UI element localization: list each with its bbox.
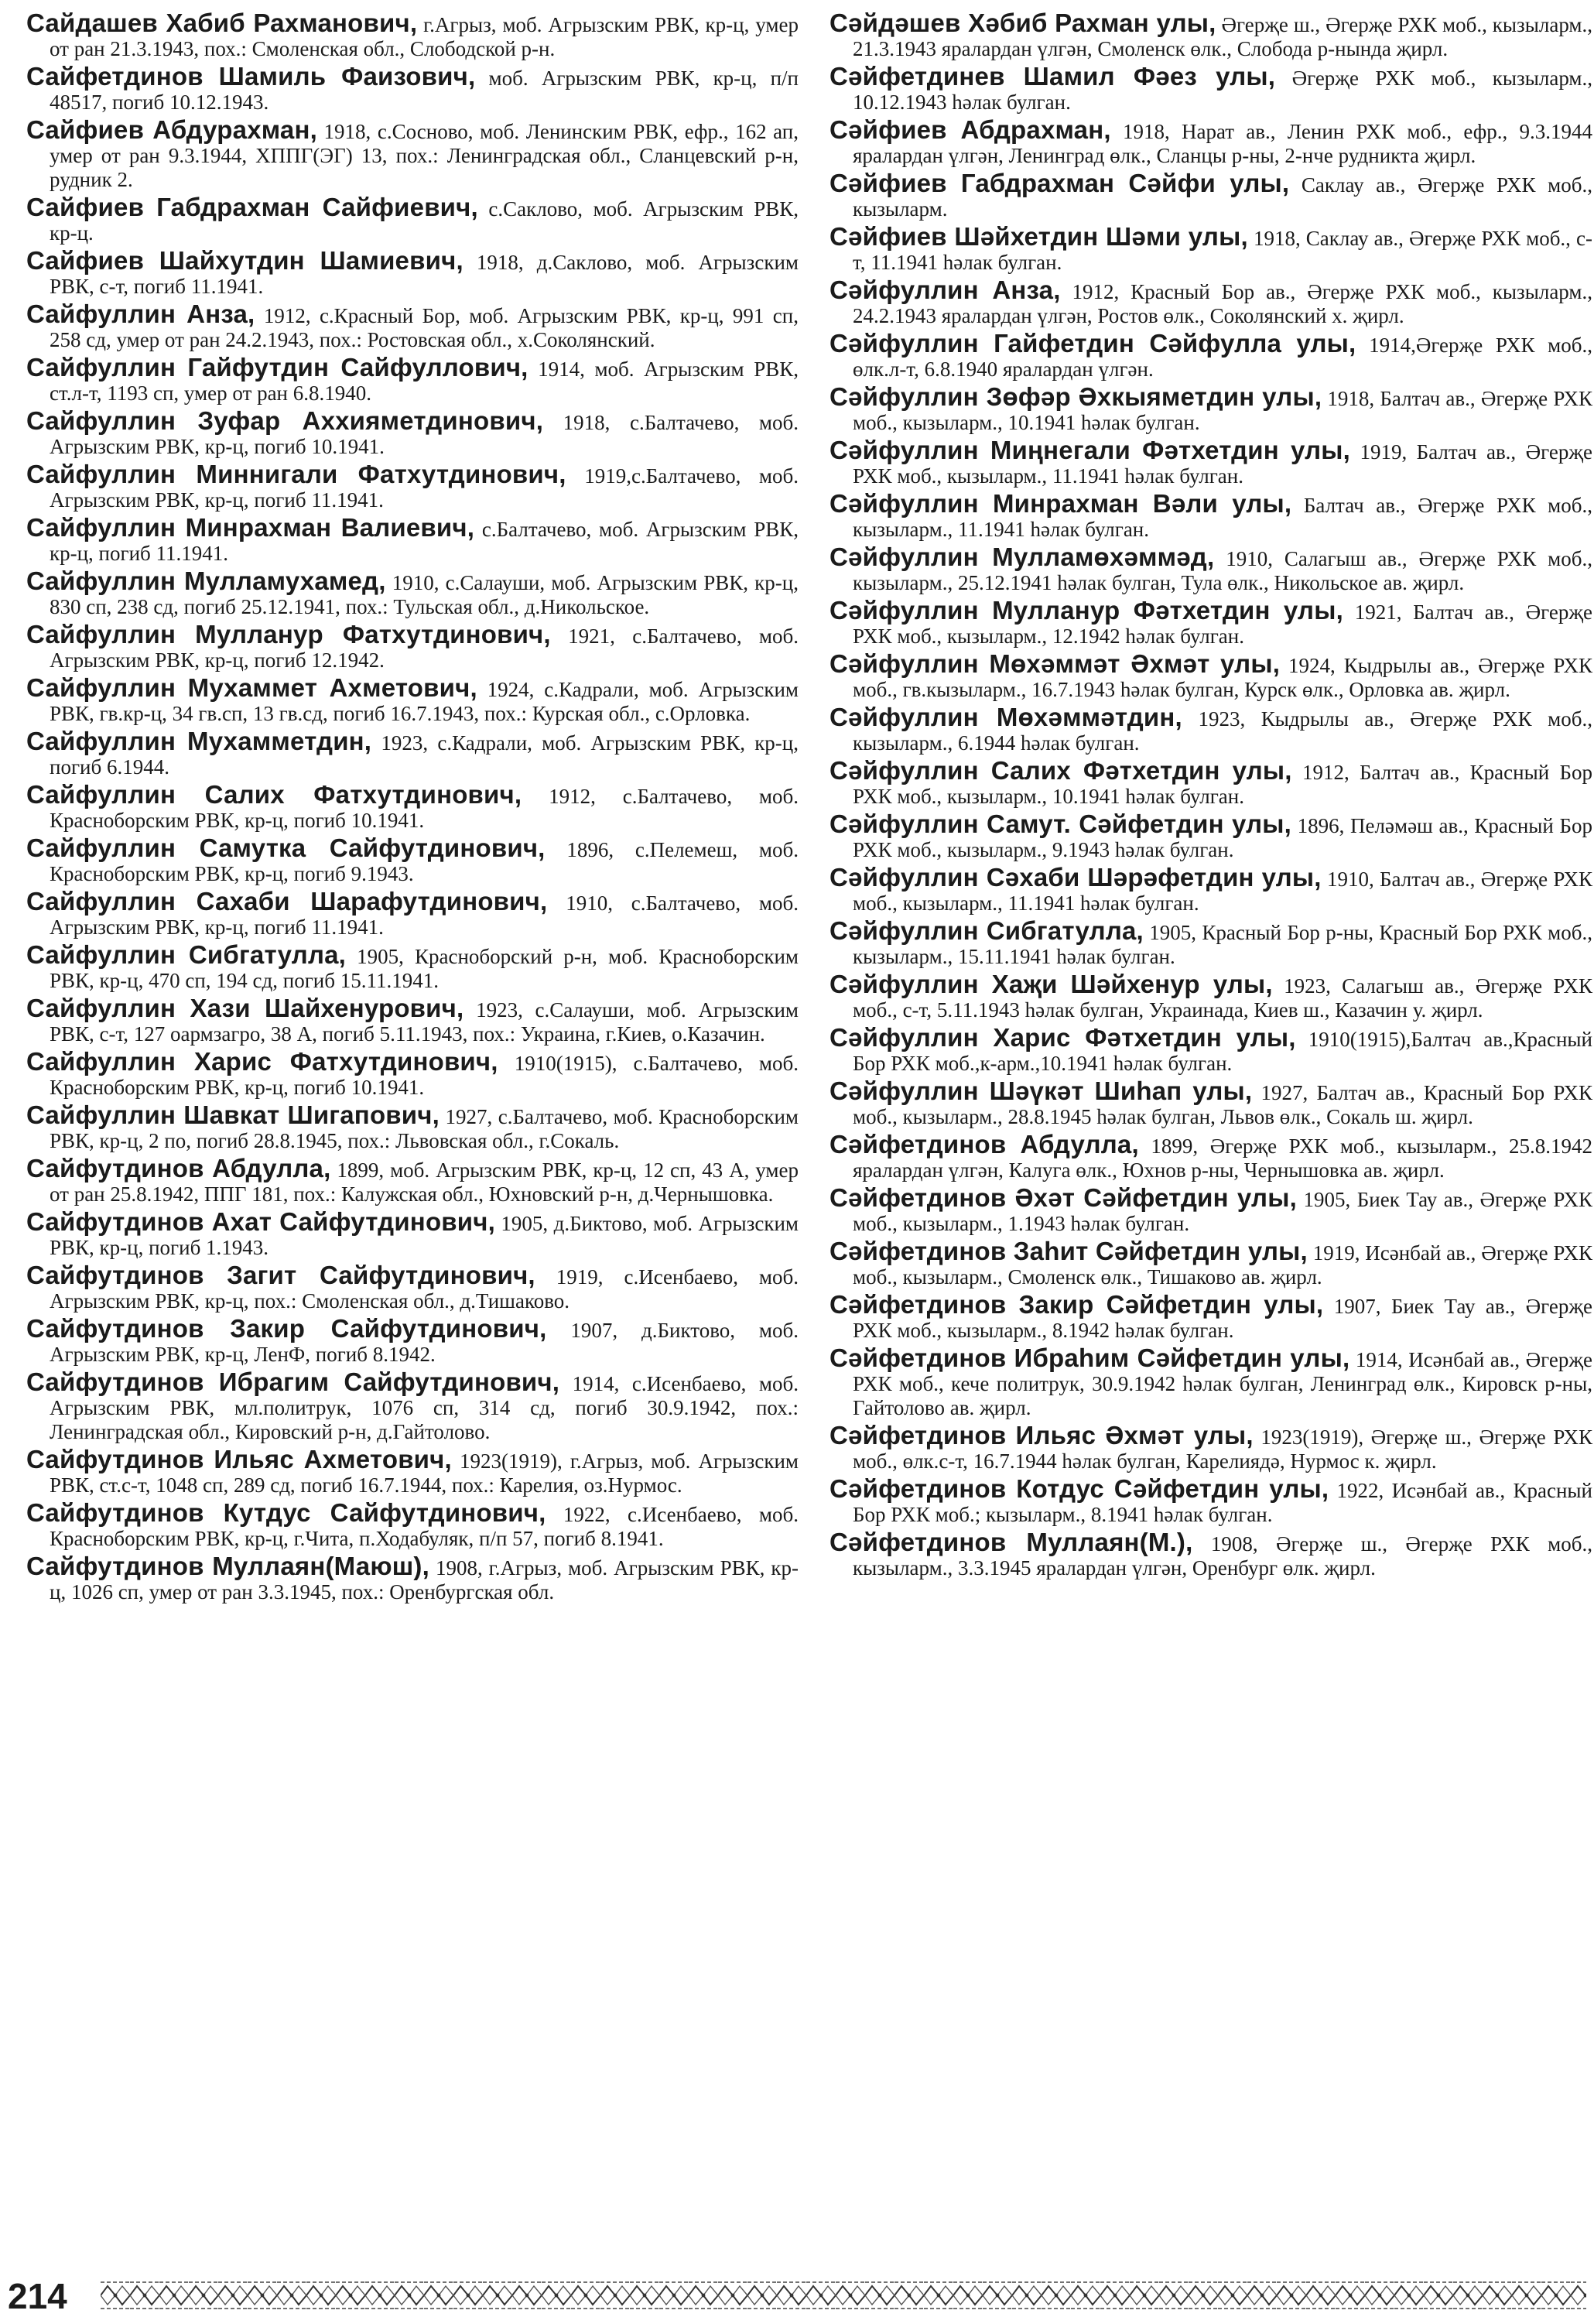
person-name: Сәйфетдинов Абдулла, (829, 1130, 1139, 1159)
person-name: Сайфутдинов Кутдус Сайфутдинович, (26, 1498, 546, 1527)
person-entry (829, 1423, 1592, 1473)
person-details: 1908, г.Агрыз, моб. Агрызским РВК, кр-ц, 1026 сп, умер от ран 3.3.1945, пох.: Оренбургская обл. (50, 1556, 799, 1604)
person-entry (26, 1263, 799, 1313)
person-name: Сәйфуллин Зөфәр Әхкыяметдин улы, (829, 382, 1322, 411)
person-details: 1914, моб. Агрызским РВК, ст.л-т, 1193 сп, умер от ран 6.8.1940. (50, 358, 799, 405)
person-details: 1896, Пеләмәш ав., Красный Бор РХК моб., кызыларм., 9.1943 һәлак булган. (853, 814, 1592, 861)
person-entry (26, 515, 799, 566)
person-name: Сайфутдинов Ибрагим Сайфутдинович, (26, 1367, 560, 1396)
person-name: Сәйфуллин Салих Фәтхетдин улы, (829, 756, 1292, 785)
person-name: Сәйфиев Габдрахман Сәйфи улы, (829, 169, 1290, 197)
person-entry (829, 1132, 1592, 1183)
person-entry (26, 1207, 799, 1260)
person-details: 1927, с.Балтачево, моб. Красноборским РВК, кр-ц, 2 по, погиб 28.8.1945, пох.: Львовская обл., г.Сокаль. (50, 1105, 799, 1152)
person-details: 1899, моб. Агрызским РВК, кр-ц, 12 сп, 43 А, умер от ран 25.8.1942, ППГ 181, пох.: Калужская обл., Юхновский р-н, д.Чернышовка. (50, 1159, 799, 1206)
person-entry (26, 64, 799, 115)
person-details: 1921, Балтач ав., Әгерҗе РХК моб., кызыларм., 12.1942 һәлак булган. (853, 601, 1593, 648)
person-name: Сайфуллин Харис Фатхутдинович, (26, 1047, 498, 1076)
person-details: 1914, с.Исенбаево, моб. Агрызским РВК, мл.политрук, 1076 сп, 314 сд, погиб 30.9.1942, пох.: Ленинградская обл., Кировский р-н, д.Гайтолово. (50, 1372, 799, 1443)
person-entry (829, 1343, 1592, 1420)
person-name: Сәйфуллин Сәхаби Шәрәфетдин улы, (829, 863, 1322, 892)
russian-column (26, 11, 799, 1607)
person-details: 1918, с.Балтачево, моб. Агрызским РВК, кр-ц, погиб 10.1941. (50, 411, 799, 458)
person-details: 1919, с.Исенбаево, моб. Агрызским РВК, кр-ц, пох.: Смоленская обл., д.Тишаково. (50, 1265, 799, 1313)
person-name: Сәйфуллин Самут. Сәйфетдин улы, (829, 809, 1292, 838)
person-entry (829, 171, 1592, 221)
person-name: Сайфуллин Мухамметдин, (26, 727, 372, 755)
decorative-border-ornament (101, 2280, 1586, 2311)
person-name: Сайфуллин Минрахман Валиевич, (26, 513, 475, 542)
person-details: 1910, Салагыш ав., Әгерҗе РХК моб., кызыларм., 25.12.1941 һәлак булган, Тула өлк., Никольское ав. җирл. (853, 547, 1593, 594)
person-details: Әгерҗе ш., Әгерҗе РХК моб., кызыларм., 21.3.1943 яралардан үлгән, Смоленск өлк., Слобода р-нында җирл. (853, 13, 1592, 60)
person-entry (829, 1530, 1592, 1580)
person-entry (26, 940, 799, 993)
person-entry (26, 406, 799, 459)
person-name: Сайфуллин Гайфутдин Сайфуллович, (26, 353, 528, 382)
person-name: Сәйфетдинов Котдус Сәйфетдин улы, (829, 1474, 1329, 1503)
person-entry (26, 622, 799, 673)
person-name: Сайфуллин Муллануp Фатхутдинович, (26, 620, 551, 649)
person-name: Сәйфетдинев Шамил Фәез улы, (829, 62, 1276, 91)
person-name: Сайфуллин Мулламухамед, (26, 566, 386, 595)
person-name: Сәйфуллин Мулланур Фәтхетдин улы, (829, 596, 1343, 625)
person-details: 1924, с.Кадрали, моб. Агрызским РВК, гв.кр-ц, 34 гв.сп, 13 гв.сд, погиб 16.7.1943, пох.: Курская обл., с.Орловка. (50, 678, 799, 725)
person-entry (26, 833, 799, 886)
person-name: Сайфутдинов Абдулла, (26, 1154, 331, 1183)
person-details: с.Балтачево, моб. Агрызским РВК, кр-ц, погиб 11.1941. (50, 518, 799, 565)
person-entry (829, 649, 1592, 702)
person-details: 1918, с.Сосново, моб. Ленинским РВК, ефр., 162 ап, умер от ран 9.3.1944, ХППГ(ЭГ) 13, пох.: Ленинградская обл., Сланцевский р-н, рудник 2. (50, 120, 799, 191)
person-name: Сайфиев Габдрахман Сайфиевич, (26, 193, 478, 221)
person-name: Сайфутдинов Ильяс Ахметович, (26, 1445, 452, 1473)
person-entry (26, 1554, 799, 1604)
person-entry (26, 673, 799, 726)
person-entry (26, 299, 799, 352)
person-name: Сайфиев Абдурахман, (26, 115, 317, 144)
person-entry (26, 355, 799, 406)
person-details: 1905, Красноборский р-н, моб. Красноборским РВК, кр-ц, 470 сп, 194 сд, погиб 15.11.1941. (50, 945, 799, 992)
person-details: 1905, д.Биктово, моб. Агрызским РВК, кр-ц, погиб 1.1943. (50, 1212, 799, 1259)
person-name: Сайфуллин Миннигали Фатхутдинович, (26, 460, 566, 488)
person-name: Сайфуллин Зуфар Аххияметдинович, (26, 406, 544, 435)
person-name: Сайфуллин Анза, (26, 299, 255, 328)
person-name: Сәйфуллин Гайфетдин Сәйфулла улы, (829, 329, 1356, 358)
person-name: Сәйфуллин Сибгатулла, (829, 916, 1144, 945)
person-name: Сәйфуллин Шәүкәт Шиһап улы, (829, 1076, 1253, 1105)
person-entry (829, 115, 1592, 168)
person-name: Сәйфуллин Харис Фәтхетдин улы, (829, 1023, 1296, 1052)
person-name: Сайфутдинов Загит Сайфутдинович, (26, 1261, 535, 1289)
person-entry (829, 1239, 1592, 1289)
person-name: Сәйдәшев Хәбиб Рахман улы, (829, 9, 1216, 37)
person-name: Сайдашев Хабиб Рахманович, (26, 9, 418, 37)
person-name: Сайфетдинов Шамиль Фаизович, (26, 62, 476, 91)
person-entry (829, 1025, 1592, 1076)
person-name: Сайфуллин Сибгатулла, (26, 940, 347, 969)
person-details: 1908, Әгерҗе ш., Әгерҗе РХК моб., кызыларм., 3.3.1945 яралардан үлгән, Оренбург өлк. җирл. (853, 1532, 1592, 1580)
person-details: 1918, Балтач ав., Әгерҗе РХК моб., кызыларм., 10.1941 һәлак булган. (853, 387, 1592, 434)
person-details: Әгерҗе РХК моб., кызыларм., 10.12.1943 һәлак булган. (853, 67, 1592, 114)
person-details: 1914,Әгерҗе РХК моб., өлк.л-т, 6.8.1940 яралардан үлгән. (853, 334, 1592, 381)
person-entry (26, 195, 799, 245)
person-entry (26, 889, 799, 940)
person-details: 1918, Саклау ав., Әгерҗе РХК моб., с-т, 11.1941 һәлак булган. (853, 227, 1593, 274)
person-entry (26, 1156, 799, 1206)
person-entry (829, 382, 1592, 435)
person-entry (829, 809, 1592, 862)
person-entry (26, 996, 799, 1046)
person-entry (829, 542, 1593, 595)
person-details: 1910, с.Салауши, моб. Агрызским РВК, кр-ц, 830 сп, 238 сд, погиб 25.12.1941, пох.: Тульская обл., д.Никольское. (50, 571, 799, 618)
person-entry (26, 248, 799, 299)
person-name: Сәйфуллин Мулламөхәммәд, (829, 542, 1215, 571)
person-entry (829, 331, 1592, 382)
person-details: 1905, Красный Бор р-ны, Красный Бор РХК моб., кызыларм., 15.11.1941 һәлак булган. (853, 921, 1592, 968)
person-entry (26, 782, 799, 833)
person-details: 1912, Красный Бор ав., Әгерҗе РХК моб., кызыларм., 24.2.1943 яралардан үлгән, Ростов өлк., Соколянский х. җирл. (853, 280, 1592, 327)
person-details: 1905, Биек Тау ав., Әгерҗе РХК моб., кызыларм., 1.1943 һәлак булган. (853, 1188, 1593, 1235)
person-details: 1923, с.Салауши, моб. Агрызским РВК, с-т, 127 оармзагро, 38 А, погиб 5.11.1943, пох.: Украина, г.Киев, о.Казачин. (50, 998, 799, 1046)
person-name: Сәйфуллин Миңнегали Фәтхетдин улы, (829, 436, 1351, 464)
person-details: 1914, Исәнбай ав., Әгерҗе РХК моб., кече политрук, 30.9.1942 һәлак булган, Ленинград өлк., Кировск р-ны, Гайтолово ав. җирл. (853, 1348, 1592, 1419)
person-entry (26, 729, 799, 779)
person-name: Сайфуллин Салих Фатхутдинович, (26, 780, 522, 809)
person-name: Сайфуллин Хази Шайхенурович, (26, 994, 464, 1022)
person-name: Сәйфиев Шәйхетдин Шәми улы, (829, 222, 1248, 251)
person-details: 1924, Кыдрылы ав., Әгерҗе РХК моб., гв.кызыларм., 16.7.1943 һәлак булган, Курск өлк., Орловка ав. җирл. (853, 654, 1592, 701)
person-entry (829, 224, 1592, 275)
person-details: 1907, Биек Тау ав., Әгерҗе РХК моб., кызыларм., 8.1942 һәлак булган. (853, 1295, 1592, 1342)
person-name: Сәйфуллин Мөхәммәт Әхмәт улы, (829, 649, 1281, 678)
person-details: 1923(1919), г.Агрыз, моб. Агрызским РВК, ст.с-т, 1048 сп, 289 сд, погиб 16.7.1944, пох.: Карелия, оз.Нурмос. (50, 1450, 799, 1497)
person-entry (26, 1100, 799, 1153)
person-entry (829, 1474, 1592, 1527)
person-entry (829, 865, 1592, 916)
person-details: 1918, Нарат ав., Ленин РХК моб., ефр., 9.3.1944 яралардан үлгән, Ленинград өлк., Сланцы р-ны, 2-нче рудникта җирл. (853, 120, 1592, 167)
person-details: 1899, Әгерҗе РХК моб., кызыларм., 25.8.1942 яралардан үлгән, Калуга өлк., Юхнов р-ны, Чернышовка ав. җирл. (853, 1135, 1592, 1182)
person-name: Сәйфетдинов Әхәт Сәйфетдин улы, (829, 1183, 1297, 1212)
person-name: Сайфуллин Самутка Сайфутдинович, (26, 833, 546, 862)
person-details: Саклау ав., Әгерҗе РХК моб., кызыларм. (853, 173, 1592, 221)
person-entry (829, 1292, 1592, 1343)
person-name: Сайфутдинов Муллаян(Маюш), (26, 1552, 429, 1580)
person-name: Сайфуллин Шавкат Шигапович, (26, 1100, 440, 1129)
person-name: Сайфиев Шайхутдин Шамиевич, (26, 246, 463, 275)
person-name: Сәйфетдинов Заһит Сәйфетдин улы, (829, 1237, 1308, 1265)
person-name: Сәйфуллин Мөхәммәтдин, (829, 703, 1182, 731)
tatar-column (829, 11, 1592, 1583)
person-entry (829, 64, 1592, 115)
person-name: Сайфуллин Сахаби Шарафутдинович, (26, 887, 548, 916)
person-entry (829, 972, 1592, 1022)
person-entry (829, 916, 1592, 969)
person-details: 1918, д.Саклово, моб. Агрызским РВК, с-т, погиб 11.1941. (50, 251, 799, 298)
person-details: г.Агрыз, моб. Агрызским РВК, кр-ц, умер от ран 21.3.1943, пох.: Смоленская обл., Слободской р-н. (50, 13, 799, 60)
person-details: 1923(1919), Әгерҗе ш., Әгерҗе РХК моб., өлк.с-т, 16.7.1944 һәлак булган, Карелиядә, Нурмос к. җирл. (853, 1426, 1592, 1473)
person-entry (26, 1447, 799, 1497)
person-details: 1910(1915), с.Балтачево, моб. Красноборским РВК, кр-ц, погиб 10.1941. (50, 1052, 799, 1099)
person-name: Сайфутдинов Закир Сайфутдинович, (26, 1314, 547, 1343)
person-entry (26, 1049, 799, 1100)
person-details: с.Саклово, моб. Агрызским РВК, кр-ц. (50, 197, 799, 245)
person-details: 1923, Салагыш ав., Әгерҗе РХК моб., с-т, 5.11.1943 һәлак булган, Украинада, Киев ш., Казачин у. җирл. (853, 974, 1592, 1022)
person-details: 1927, Балтач ав., Красный Бор РХК моб., кызыларм., 28.8.1945 һәлак булган, Львов өлк., Сокаль ш. җирл. (853, 1081, 1592, 1128)
person-entry (829, 11, 1592, 61)
person-name: Сәйфуллин Хаҗи Шәйхенур улы, (829, 970, 1273, 998)
person-entry (829, 705, 1592, 755)
person-name: Сәйфуллин Анза, (829, 276, 1061, 304)
person-entry (26, 1367, 799, 1444)
person-details: 1921, с.Балтачево, моб. Агрызским РВК, кр-ц, погиб 12.1942. (50, 625, 799, 672)
person-details: 1923, Кыдрылы ав., Әгерҗе РХК моб., кызыларм., 6.1944 һәлак булган. (853, 707, 1592, 755)
person-name: Сәйфетдинов Ибраһим Сәйфетдин улы, (829, 1343, 1350, 1372)
person-details: 1922, Исәнбай ав., Красный Бор РХК моб.; кызыларм., 8.1941 һәлак булган. (853, 1479, 1592, 1526)
person-details: 1910(1915),Балтач ав.,Красный Бор РХК моб.,к-арм.,10.1941 һәлак булган. (853, 1028, 1592, 1075)
person-details: 1912, с.Балтачево, моб. Красноборским РВК, кр-ц, погиб 10.1941. (50, 785, 799, 832)
person-entry (26, 566, 799, 619)
person-entry (26, 462, 799, 512)
person-name: Сәйфиев Абдрахман, (829, 115, 1111, 144)
person-details: моб. Агрызским РВК, кр-ц, п/п 48517, погиб 10.12.1943. (50, 67, 799, 114)
person-details: 1919, Исәнбай ав., Әгерҗе РХК моб., кызыларм., Смоленск өлк., Тишаково ав. җирл. (853, 1241, 1592, 1289)
person-entry (26, 1316, 799, 1367)
person-details: 1919,с.Балтачево, моб. Агрызским РВК, кр-ц, погиб 11.1941. (50, 464, 799, 512)
person-entry (829, 1076, 1592, 1129)
person-name: Сайфутдинов Ахат Сайфутдинович, (26, 1207, 496, 1236)
person-details: 1919, Балтач ав., Әгерҗе РХК моб., кызыларм., 11.1941 һәлак булган. (853, 440, 1592, 488)
person-details: 1910, Балтач ав., Әгерҗе РХК моб., кызыларм., 11.1941 һәлак булган. (853, 868, 1592, 915)
person-entry (26, 1498, 799, 1551)
person-details: 1912, Балтач ав., Красный Бор РХК моб., кызыларм., 10.1941 һәлак булган. (853, 761, 1592, 808)
person-entry (26, 11, 799, 61)
page-number: 214 (8, 2276, 67, 2316)
person-details: 1923, с.Кадрали, моб. Агрызским РВК, кр-ц, погиб 6.1944. (50, 731, 799, 779)
person-details: 1922, с.Исенбаево, моб. Красноборским РВК, кр-ц, г.Чита, п.Ходабуляк, п/п 57, погиб 8.1941. (50, 1503, 799, 1550)
person-name: Сайфуллин Мухаммет Ахметович, (26, 673, 477, 702)
person-details: 1907, д.Биктово, моб. Агрызским РВК, кр-ц, ЛенФ, погиб 8.1942. (50, 1319, 799, 1366)
person-name: Сәйфетдинов Ильяс Әхмәт улы, (829, 1421, 1254, 1450)
person-entry (829, 1183, 1593, 1236)
person-name: Сәйфетдинов Муллаян(М.), (829, 1528, 1193, 1556)
page-footer (8, 2275, 1586, 2317)
person-details: 1912, с.Красный Бор, моб. Агрызским РВК, кр-ц, 991 сп, 258 сд, умер от ран 24.2.1943, пох.: Ростовская обл., х.Соколянский. (50, 304, 799, 351)
person-name: Сәйфетдинов Закир Сәйфетдин улы, (829, 1290, 1324, 1319)
person-name: Сәйфуллин Минрахман Вәли улы, (829, 489, 1292, 518)
person-details: Балтач ав., Әгерҗе РХК моб., кызыларм., 11.1941 һәлак булган. (853, 494, 1592, 541)
person-entry (829, 598, 1592, 649)
person-entry (26, 115, 799, 192)
person-details: 1910, с.Балтачево, моб. Агрызским РВК, кр-ц, погиб 11.1941. (50, 892, 799, 939)
person-entry (829, 278, 1592, 328)
person-details: 1896, с.Пелемеш, моб. Красноборским РВК, кр-ц, погиб 9.1943. (50, 838, 799, 885)
person-entry (829, 491, 1592, 542)
person-entry (829, 438, 1592, 488)
person-entry (829, 758, 1592, 809)
